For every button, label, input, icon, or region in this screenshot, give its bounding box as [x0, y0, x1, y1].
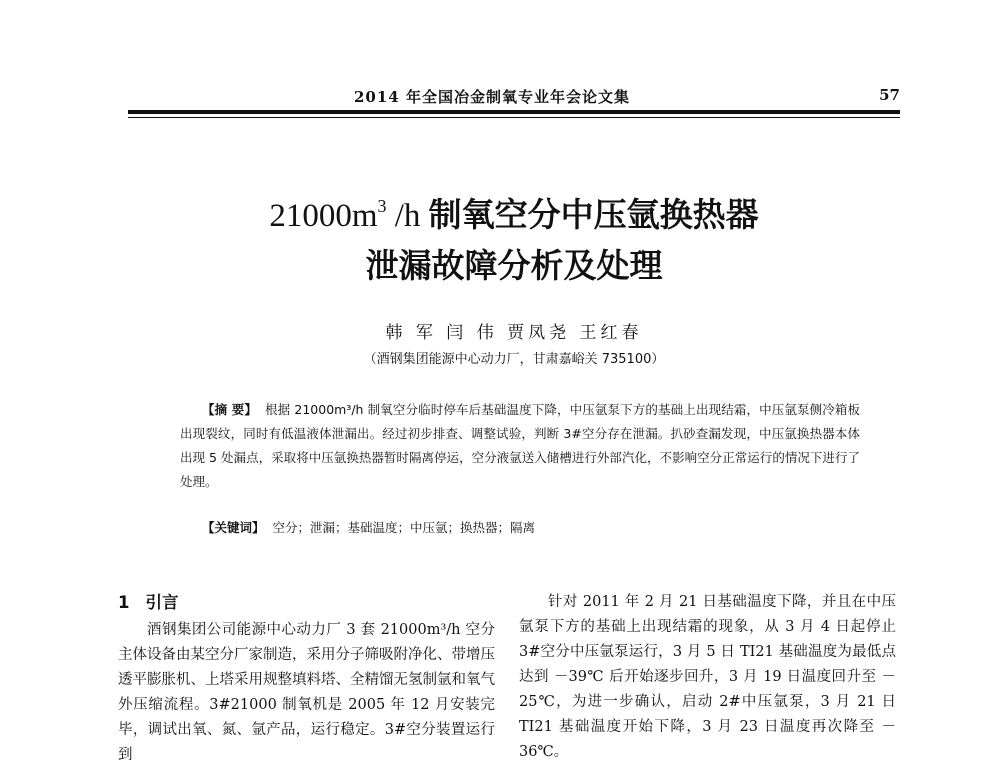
title-capacity-superscript: 3: [377, 196, 387, 216]
body-column-right: [519, 590, 896, 765]
title-capacity-value: 21000m: [269, 198, 378, 234]
body-paragraph-right: 针对 2011 年 2 月 21 日基础温度下降，并且在中压氩泵下方的基础上出现结霜的现象，从 3 月 4 日起停止 3#空分中压氩泵运行，3 月 5 日 TI21 基础温度为最低点达到 －39℃ 后开始逐步回升，3 月 19 日温度回升至 －25℃，为进一步确认，启动 2#中压氩泵，3 月 21 日 TI21 基础温度开始下降，3 月 23 日温度再次降至 －36℃。: [519, 594, 896, 760]
title-capacity-unit: /h: [386, 198, 429, 234]
paper-title-line-1: [128, 190, 900, 241]
paper-title-line-2: 泄漏故障分析及处理: [365, 246, 663, 285]
authors: 韩 军 闫 伟 贾凤尧 王红春: [385, 323, 643, 343]
paper-title: [128, 190, 900, 291]
header-rule-thick: [128, 110, 900, 114]
abstract-paragraph: [180, 398, 860, 494]
running-header-title: 2014 年全国冶金制氧专业年会论文集: [354, 88, 630, 106]
section-number: 1: [118, 593, 130, 612]
keywords-label: 【关键词】: [202, 520, 265, 535]
running-header: [128, 86, 900, 112]
title-line-1-text: 制氧空分中压氩换热器: [428, 195, 759, 234]
section-heading-introduction: [118, 590, 495, 615]
body-paragraph-left: 酒钢集团公司能源中心动力厂 3 套 21000m³/h 空分主体设备由某空分厂家制造，采用分子筛吸附净化、带增压透平膨胀机、上塔采用规整填料塔、全精馏无氢制氩和氧气外压缩流程。3#21000 制氧机是 2005 年 12 月安装完毕，调试出氧、氮、氩产品，运行稳定。3#空分装置运行到: [118, 622, 495, 763]
abstract: [180, 398, 860, 494]
header-rule-thin: [128, 117, 900, 118]
body-column-left: [118, 590, 495, 768]
keywords-text: 空分；泄漏；基础温度；中压氩；换热器；隔离: [272, 520, 536, 535]
section-title: 引言: [145, 593, 179, 612]
affiliation: （酒钢集团能源中心动力厂，甘肃嘉峪关 735100）: [363, 352, 665, 367]
abstract-label: 【摘 要】: [202, 402, 258, 417]
abstract-text: 根据 21000m³/h 制氧空分临时停车后基础温度下降，中压氩泵下方的基础上出现结霜，中压氩泵侧冷箱板出现裂纹，同时有低温液体泄漏出。经过初步排查、调整试验，判断 3#空分存在泄漏。扒砂查漏发现，中压氩换热器本体出现 5 处漏点，采取将中压氩换热器暂时隔离停运，空分液氩送入储槽进行外部汽化，不影响空分正常运行的情况下进行了处理。: [180, 402, 860, 489]
page-number: 57: [879, 86, 900, 104]
keywords: [180, 518, 860, 536]
